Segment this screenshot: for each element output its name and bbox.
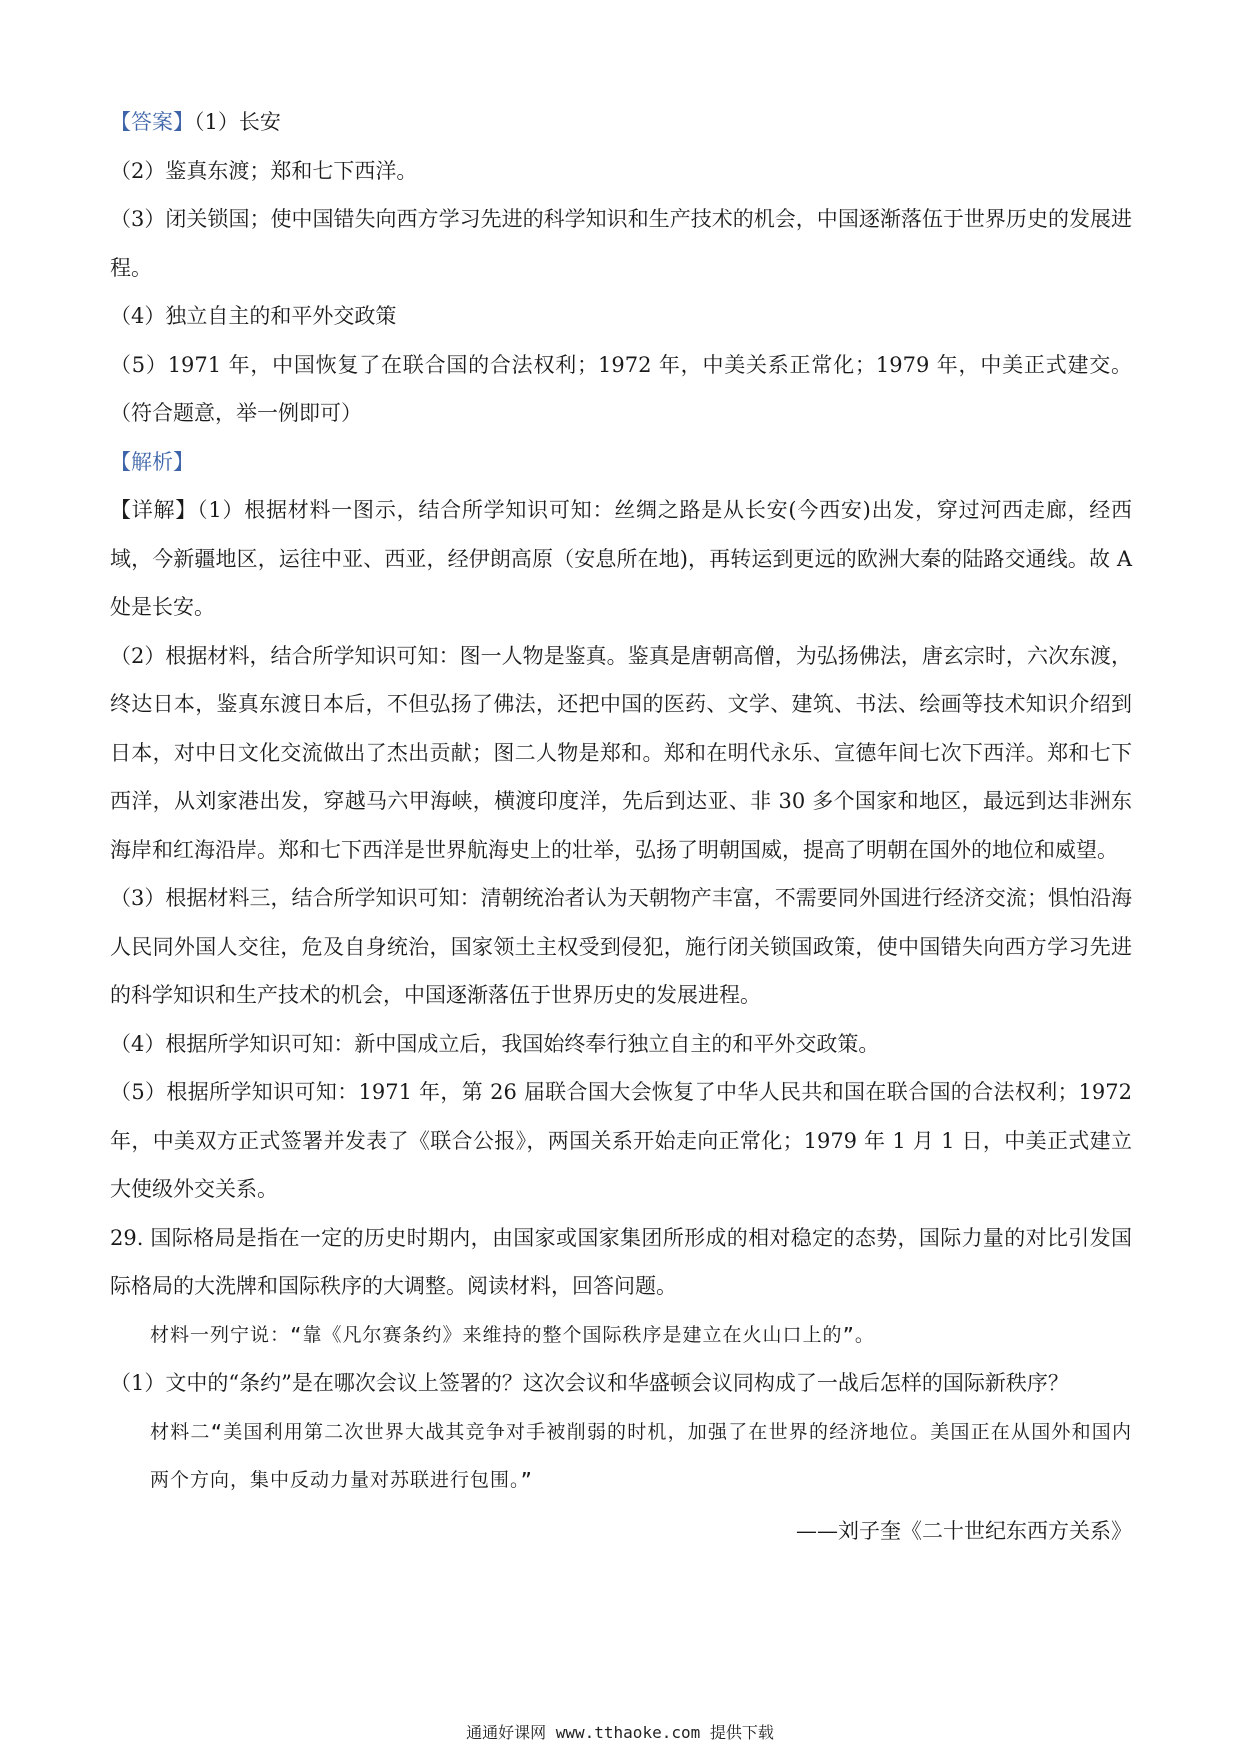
analysis-paragraph-4: （4）根据所学知识可知：新中国成立后，我国始终奉行独立自主的和平外交政策。 (110, 1031, 880, 1056)
answer-line-3: （3）闭关锁国；使中国错失向西方学习先进的科学知识和生产技术的机会，中国逐渐落伍于世界历史的发展进程。 (110, 207, 1132, 280)
answer-item-1: （1）长安 (194, 110, 281, 134)
analysis-tag: 【解析】 (110, 449, 194, 474)
question-29-stem: 29. 国际格局是指在一定的历史时期内，由国家或国家集团所形成的相对稳定的态势，国际力量的对比引发国际格局的大洗牌和国际秩序的大调整。阅读材料，回答问题。 (110, 1225, 1132, 1298)
question-29-material-1: 材料一列宁说：“靠《凡尔赛条约》来维持的整个国际秩序是建立在火山口上的”。 (150, 1323, 875, 1346)
answer-tag: 【答案】 (110, 110, 194, 134)
analysis-item-1: （1）根据材料一图示，结合所学知识可知：丝绸之路是从长安(今西安)出发，穿过河西走廊，经西域，今新疆地区，运往中亚、西亚，经伊朗高原（安息所在地)，再转运到更远的欧洲大秦的陆路交通线。故 A 处是长安。 (110, 498, 1132, 619)
document-body (110, 98, 1132, 1555)
answer-line-4: （4）独立自主的和平外交政策 (110, 304, 397, 328)
answer-line-1 (110, 98, 1132, 147)
analysis-paragraph-1 (110, 486, 1132, 632)
analysis-heading (110, 438, 1132, 487)
detail-tag: 【详解】 (110, 498, 198, 522)
analysis-paragraph-2: （2）根据材料，结合所学知识可知：图一人物是鉴真。鉴真是唐朝高僧，为弘扬佛法，唐玄宗时，六次东渡，终达日本，鉴真东渡日本后，不但弘扬了佛法，还把中国的医药、文学、建筑、书法、绘画等技术知识介绍到日本，对中日文化交流做出了杰出贡献；图二人物是郑和。郑和在明代永乐、宣德年间七次下西洋。郑和七下西洋，从刘家港出发，穿越马六甲海峡，横渡印度洋，先后到达亚、非 30 多个国家和地区，最远到达非洲东海岸和红海沿岸。郑和七下西洋是世界航海史上的壮举，弘扬了明朝国威，提高了明朝在国外的地位和威望。 (110, 643, 1132, 862)
answer-line-5: （5）1971 年，中国恢复了在联合国的合法权利；1972 年，中美关系正常化；1979 年，中美正式建交。（符合题意，举一例即可） (110, 352, 1132, 425)
question-29-sub-question-1: （1）文中的“条约”是在哪次会议上签署的？这次会议和华盛顿会议同构成了一战后怎样的国际新秩序？ (110, 1371, 1069, 1395)
material-2-attribution: ——刘子奎《二十世纪东西方关系》 (796, 1518, 1132, 1543)
answer-line-2: （2）鉴真东渡；郑和七下西洋。 (110, 158, 418, 183)
analysis-paragraph-5: （5）根据所学知识可知：1971 年，第 26 届联合国大会恢复了中华人民共和国在联合国的合法权利；1972 年，中美双方正式签署并发表了《联合公报》，两国关系开始走向正常化；1979 年 1 月 1 日，中美正式建立大使级外交关系。 (110, 1080, 1132, 1201)
analysis-paragraph-3: （3）根据材料三，结合所学知识可知：清朝统治者认为天朝物产丰富，不需要同外国进行经济交流；惧怕沿海人民同外国人交往，危及自身统治，国家领土主权受到侵犯，施行闭关锁国政策，使中国错失向西方学习先进的科学知识和生产技术的机会，中国逐渐落伍于世界历史的发展进程。 (110, 886, 1132, 1007)
question-29-material-2: 材料二“美国利用第二次世界大战其竞争对手被削弱的时机，加强了在世界的经济地位。美国正在从国外和国内两个方向，集中反动力量对苏联进行包围。” (150, 1420, 1132, 1491)
page-footer: 通通好课网 www.tthaoke.com 提供下载 (466, 1723, 774, 1742)
